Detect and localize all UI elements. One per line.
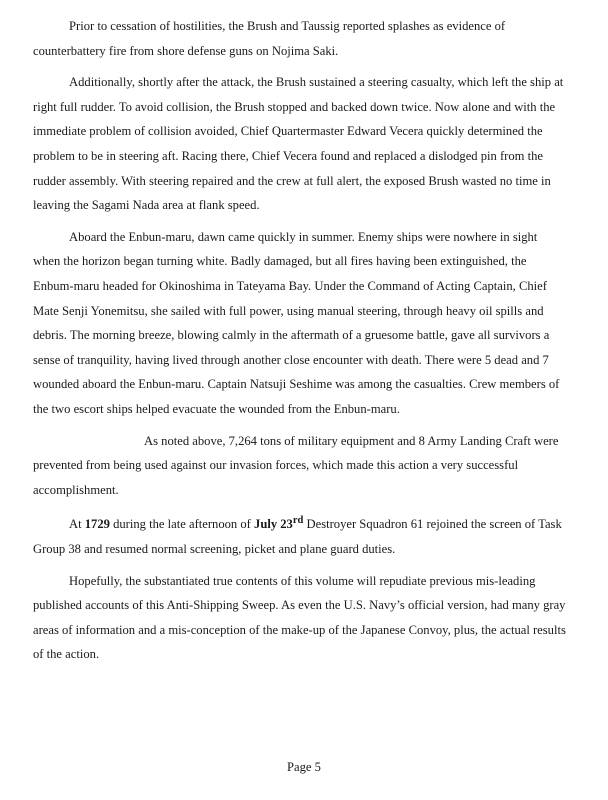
paragraph-text: Destroyer Squadron 61 rejoined the screen of Task Group 38 and resumed normal screening, picket and plane guard duties. bbox=[33, 517, 562, 557]
paragraph-text: At bbox=[69, 517, 85, 532]
paragraph-text: Additionally, shortly after the attack, the Brush sustained a steering casualty, which left the ship at right full rudder. To avoid collision, the Brush stopped and backed down twice. Now alone and with the immediate problem of collision avoided, Chief Quartermaster Edward Vecera quickly determined the problem to be in steering aft. Racing there, Chief Vecera found and replaced a dislodged pin from the rudder assembly. With steering repaired and the crew at full alert, the exposed Brush wasted no time in leaving the Sagami Nada area at flank speed. bbox=[33, 75, 564, 213]
time-1729: 1729 bbox=[84, 517, 110, 532]
paragraph-enbun-maru bbox=[33, 225, 566, 422]
date-july-23 bbox=[254, 517, 303, 531]
paragraph-text: Hopefully, the substantiated true contents of this volume will repudiate previous mis-leading published accounts of this Anti-Shipping Sweep. As even the U.S. Navy’s official version, had many gray areas of information and a mis-conception of the make-up of the Japanese Convoy, plus, the actual results of the action. bbox=[33, 573, 566, 662]
paragraph-steering-casualty bbox=[33, 70, 566, 218]
ordinal-suffix: rd bbox=[292, 515, 304, 527]
paragraph-rejoined-screen bbox=[33, 509, 566, 561]
paragraph-text: Prior to cessation of hostilities, the Brush and Taussig reported splashes as evidence of counterbattery fire from shore defense guns on Nojima Saki. bbox=[33, 19, 506, 58]
paragraph-text: As noted above, 7,264 tons of military equipment and 8 Army Landing Craft were prevented from being used against our invasion forces, which made this action a very successful accomplishment. bbox=[33, 433, 559, 497]
date-text: July 23 bbox=[254, 517, 293, 532]
paragraph-text: Aboard the Enbun-maru, dawn came quickly in summer. Enemy ships were nowhere in sight when the horizon began turning white. Badly damaged, but all fires having been extinguished, the Enbum-maru headed for Okinoshima in Tateyama Bay. Under the Command of Acting Captain, Chief Mate Senji Yonemitsu, she sailed with full power, using manual steering, through heavy oil spills and debris. The morning breeze, blowing calmly in the aftermath of a gruesome battle, gave all survivors a sense of tranquility, having lived through another close encounter with death. There were 5 dead and 7 wounded aboard the Enbun-maru. Captain Natsuji Seshime was among the casualties. Crew members of the two escort ships helped evacuate the wounded from the Enbun-maru. bbox=[33, 229, 560, 416]
page-number: Page 5 bbox=[287, 760, 321, 774]
paragraph-conclusion bbox=[33, 569, 566, 667]
paragraph-military-equipment bbox=[33, 429, 566, 503]
paragraph-counterbattery-fire bbox=[33, 14, 566, 63]
paragraph-text: during the late afternoon of bbox=[109, 517, 255, 532]
